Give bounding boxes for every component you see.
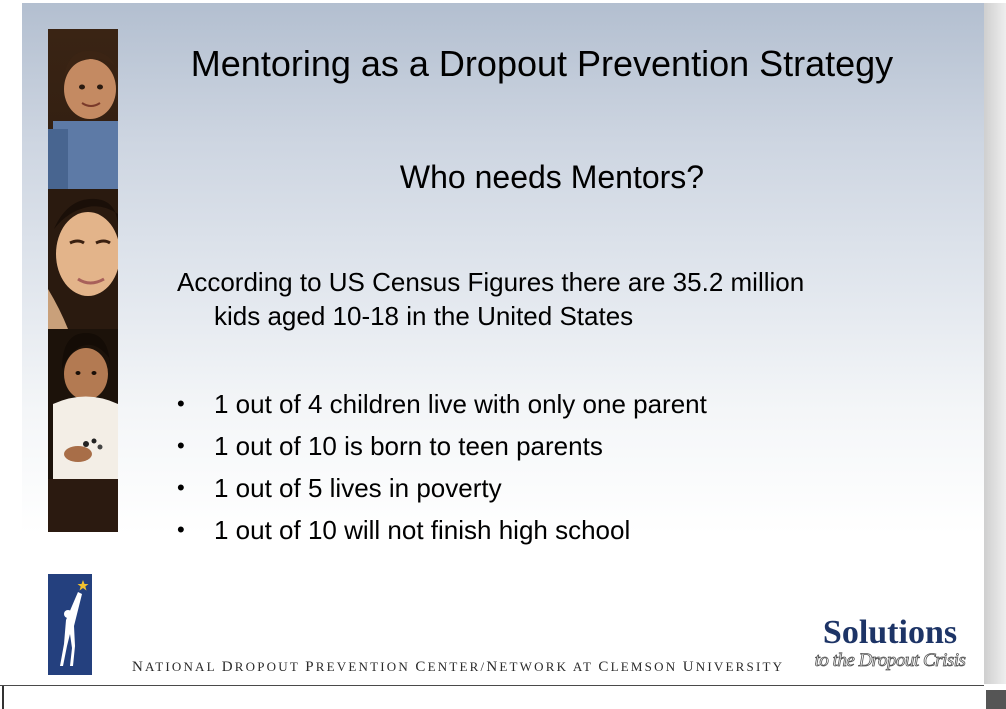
list-item [177, 383, 937, 425]
children-photo-illustration [48, 29, 118, 532]
resize-corner[interactable] [986, 690, 1006, 709]
below-slide-area [0, 684, 1006, 709]
list-item [177, 425, 937, 467]
solutions-word: Solutions [822, 614, 958, 651]
bullet-icon: • [177, 475, 185, 500]
bullet-text: 1 out of 10 is born to teen parents [214, 431, 603, 461]
children-photo-strip [48, 29, 118, 532]
bullet-text: 1 out of 10 will not finish high school [214, 515, 631, 545]
slide [22, 3, 984, 684]
intro-line-2: kids aged 10-18 in the United States [214, 301, 634, 331]
bullet-text: 1 out of 5 lives in poverty [214, 473, 502, 503]
slide-title: Mentoring as a Dropout Prevention Strategy [190, 43, 894, 84]
bullet-icon: • [177, 517, 185, 542]
ndpc-logo [48, 574, 92, 675]
list-item [177, 509, 937, 551]
bullet-icon: • [177, 433, 185, 458]
list-item [177, 467, 937, 509]
footer-organization-name: NATIONAL DROPOUT PREVENTION CENTER/NETWORK AT CLEMSON UNIVERSITY [132, 659, 785, 675]
star-icon [78, 580, 89, 591]
bullet-icon: • [177, 391, 185, 416]
slide-bottom-border [0, 685, 984, 686]
bullet-text: 1 out of 4 children live with only one parent [214, 389, 707, 419]
intro-line-1: According to US Census Figures there are 35.2 million [177, 267, 805, 297]
solutions-tagline: to the Dropout Crisis [814, 650, 966, 671]
window-edge [2, 686, 4, 709]
solutions-logo [800, 615, 980, 671]
reaching-figure-icon [48, 574, 92, 675]
slide-shadow [984, 3, 1006, 684]
slide-subtitle: Who needs Mentors? [399, 159, 705, 195]
census-intro [177, 265, 917, 333]
statistics-list [177, 383, 937, 551]
